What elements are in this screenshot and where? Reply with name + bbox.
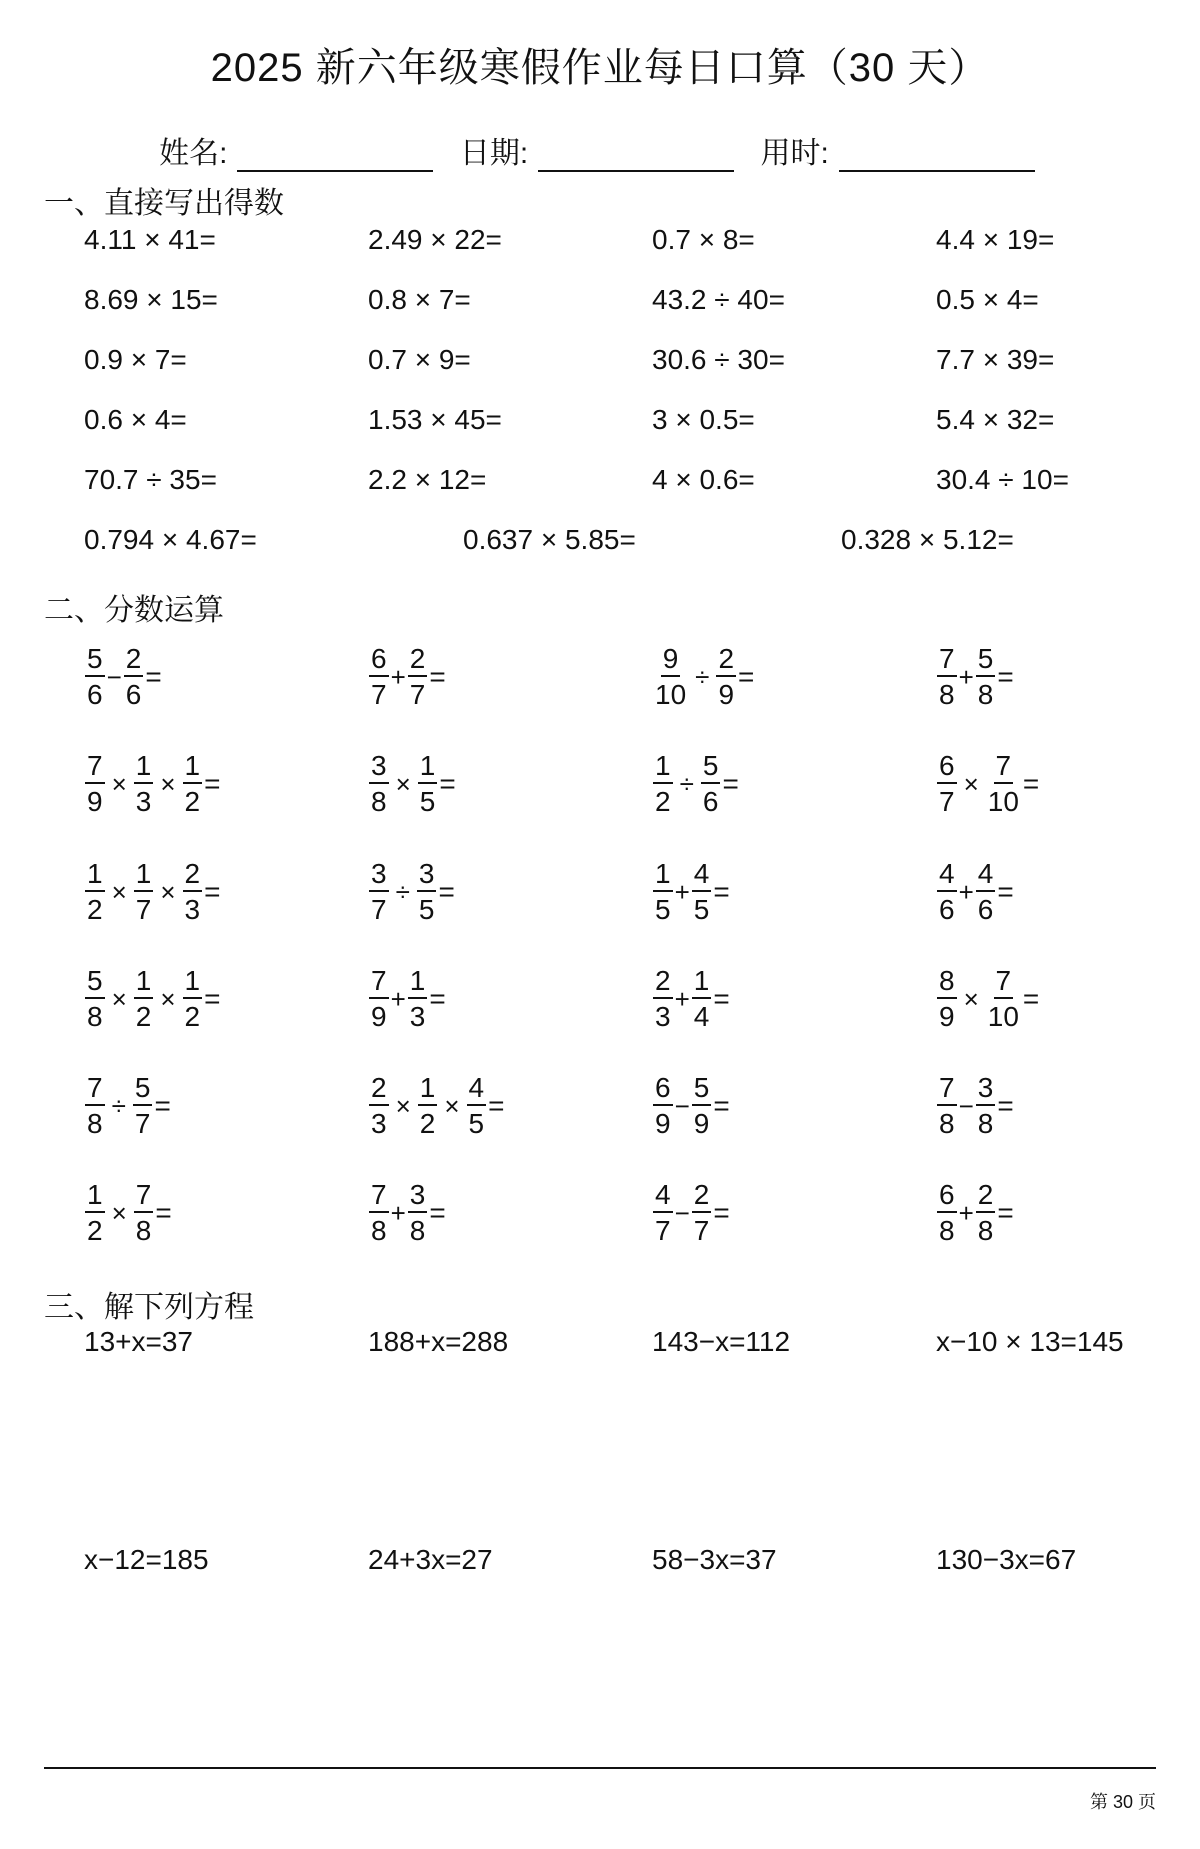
equals-sign: = [429, 983, 446, 1014]
fraction [369, 1074, 389, 1138]
numerator: 3 [976, 1074, 996, 1106]
equation-problem: x−10 × 13=145 [936, 1326, 1124, 1357]
numerator: 8 [937, 967, 957, 999]
operator: + [958, 876, 974, 907]
numerator: 4 [692, 860, 712, 892]
mental-math-problem: 4 × 0.6= [652, 464, 755, 495]
mental-math-problem: 0.6 × 4= [84, 404, 187, 435]
numerator: 4 [653, 1181, 673, 1213]
denominator: 2 [184, 786, 201, 817]
section2-title: 二、分数运算 [44, 594, 224, 627]
fraction [85, 645, 105, 709]
footer-divider [44, 1767, 1156, 1769]
denominator: 2 [419, 1108, 436, 1139]
denominator: 8 [135, 1215, 152, 1246]
numerator: 1 [653, 752, 673, 784]
fraction [653, 1074, 673, 1138]
equals-sign: = [439, 768, 456, 799]
numerator: 1 [653, 860, 673, 892]
operator: × [963, 768, 979, 799]
fraction [937, 860, 957, 924]
fraction-problem [652, 1074, 730, 1138]
fraction-problem [652, 1181, 730, 1245]
mental-math-problem: 30.4 ÷ 10= [936, 464, 1069, 495]
numerator: 1 [418, 752, 438, 784]
fraction [369, 860, 389, 924]
fraction [976, 1074, 996, 1138]
equals-sign: = [713, 876, 730, 907]
fraction [976, 860, 996, 924]
fraction-problem [368, 1074, 504, 1138]
mental-math-problem: 43.2 ÷ 40= [652, 284, 785, 315]
fraction [653, 1181, 673, 1245]
operator: + [958, 661, 974, 692]
fraction-problem [84, 860, 220, 924]
operator: × [111, 876, 127, 907]
operator: + [390, 983, 406, 1014]
fraction [85, 967, 105, 1031]
equation-problem: x−12=185 [84, 1544, 209, 1575]
fraction [692, 1181, 712, 1245]
fraction [937, 1074, 957, 1138]
fraction [369, 752, 389, 816]
mental-math-problem: 5.4 × 32= [936, 404, 1055, 435]
numerator: 7 [134, 1181, 154, 1213]
fraction [418, 1074, 438, 1138]
numerator: 3 [417, 860, 437, 892]
operator: × [160, 876, 176, 907]
denominator: 2 [87, 894, 103, 925]
denominator: 4 [693, 1001, 710, 1032]
numerator: 5 [85, 967, 105, 999]
fraction [134, 860, 154, 924]
mental-math-problem: 8.69 × 15= [84, 284, 218, 315]
numerator: 7 [85, 1074, 105, 1106]
numerator: 1 [408, 967, 428, 999]
fraction [467, 1074, 487, 1138]
fraction [418, 752, 438, 816]
fraction [85, 1181, 105, 1245]
denominator: 8 [87, 1108, 103, 1139]
numerator: 5 [85, 645, 105, 677]
equals-sign: = [713, 983, 730, 1014]
mental-math-problem: 0.8 × 7= [368, 284, 471, 315]
operator: − [106, 661, 122, 692]
fraction [986, 752, 1021, 816]
numerator: 6 [653, 1074, 673, 1106]
fraction [692, 967, 712, 1031]
denominator: 5 [655, 894, 671, 925]
denominator: 6 [939, 894, 955, 925]
equals-sign: = [997, 1090, 1014, 1121]
fraction [134, 752, 154, 816]
operator: × [160, 983, 176, 1014]
name-field[interactable] [159, 128, 439, 172]
equation-problem: 24+3x=27 [368, 1544, 493, 1575]
name-blank[interactable] [237, 140, 433, 172]
fraction-problem [936, 967, 1039, 1031]
denominator: 10 [987, 786, 1019, 817]
numerator: 7 [369, 1181, 389, 1213]
fraction-problem [652, 752, 739, 816]
mental-math-problem: 70.7 ÷ 35= [84, 464, 217, 495]
fraction-problem [936, 860, 1014, 924]
denominator: 5 [468, 1108, 485, 1139]
numerator: 2 [369, 1074, 389, 1106]
fraction [124, 645, 144, 709]
fraction-problem [652, 860, 730, 924]
fraction [701, 752, 721, 816]
denominator: 9 [87, 786, 103, 817]
equals-sign: = [722, 768, 739, 799]
denominator: 5 [419, 786, 436, 817]
denominator: 5 [418, 894, 435, 925]
fraction [408, 645, 428, 709]
numerator: 5 [692, 1074, 712, 1106]
denominator: 7 [939, 786, 955, 817]
fraction [937, 752, 957, 816]
denominator: 9 [693, 1108, 710, 1139]
denominator: 2 [655, 786, 671, 817]
fraction-problem [368, 860, 455, 924]
denominator: 9 [939, 1001, 955, 1032]
denominator: 8 [977, 679, 994, 710]
numerator: 7 [937, 645, 957, 677]
denominator: 3 [371, 1108, 387, 1139]
equals-sign: = [204, 768, 221, 799]
operator: ÷ [395, 876, 410, 907]
denominator: 7 [409, 679, 426, 710]
numerator: 6 [937, 752, 957, 784]
fraction [692, 1074, 712, 1138]
fraction-problem [368, 645, 446, 709]
numerator: 5 [976, 645, 996, 677]
fraction [85, 752, 105, 816]
mental-math-problem: 4.11 × 41= [84, 224, 216, 255]
numerator: 3 [408, 1181, 428, 1213]
numerator: 1 [183, 752, 203, 784]
mental-math-problem: 0.637 × 5.85= [463, 524, 636, 555]
fraction [653, 752, 673, 816]
denominator: 6 [125, 679, 142, 710]
equals-sign: = [713, 1197, 730, 1228]
equals-sign: = [204, 876, 221, 907]
numerator: 1 [134, 752, 154, 784]
numerator: 3 [369, 860, 389, 892]
denominator: 6 [87, 679, 103, 710]
numerator: 7 [85, 752, 105, 784]
fraction [417, 860, 437, 924]
fraction [183, 752, 203, 816]
operator: ÷ [679, 768, 694, 799]
denominator: 9 [718, 679, 735, 710]
mental-math-problem: 0.794 × 4.67= [84, 524, 257, 555]
numerator: 4 [467, 1074, 487, 1106]
operator: ÷ [695, 661, 710, 692]
equals-sign: = [713, 1090, 730, 1121]
numerator: 2 [692, 1181, 712, 1213]
fraction [692, 860, 712, 924]
fraction-problem [84, 645, 162, 709]
denominator: 7 [655, 1215, 671, 1246]
fraction [134, 1181, 154, 1245]
denominator: 8 [371, 1215, 387, 1246]
numerator: 2 [716, 645, 736, 677]
mental-math-problem: 30.6 ÷ 30= [652, 344, 785, 375]
fraction-problem [368, 752, 456, 816]
operator: + [958, 1197, 974, 1228]
denominator: 10 [655, 679, 687, 710]
denominator: 10 [987, 1001, 1019, 1032]
operator: − [674, 1090, 690, 1121]
numerator: 1 [85, 1181, 105, 1213]
denominator: 8 [371, 786, 387, 817]
numerator: 1 [692, 967, 712, 999]
date-field[interactable] [460, 128, 740, 172]
fraction [183, 967, 203, 1031]
equation-problem: 143−x=112 [652, 1326, 791, 1357]
date-blank[interactable] [538, 140, 734, 172]
fraction-problem [84, 752, 220, 816]
numerator: 7 [994, 967, 1014, 999]
mental-math-problem: 0.328 × 5.12= [841, 524, 1014, 555]
denominator: 7 [135, 894, 152, 925]
fraction [976, 1181, 996, 1245]
denominator: 7 [134, 1108, 151, 1139]
fraction-problem [84, 1074, 171, 1138]
numerator: 1 [418, 1074, 438, 1106]
numerator: 7 [937, 1074, 957, 1106]
mental-math-problem: 0.7 × 8= [652, 224, 755, 255]
equals-sign: = [155, 1197, 172, 1228]
fraction [976, 645, 996, 709]
numerator: 1 [183, 967, 203, 999]
operator: + [390, 661, 406, 692]
student-info-row [0, 128, 1200, 172]
numerator: 7 [369, 967, 389, 999]
denominator: 8 [977, 1215, 994, 1246]
numerator: 4 [937, 860, 957, 892]
mental-math-problem: 3 × 0.5= [652, 404, 755, 435]
equation-problem: 130−3x=67 [936, 1544, 1077, 1575]
denominator: 7 [693, 1215, 710, 1246]
mental-math-problem: 4.4 × 19= [936, 224, 1055, 255]
equation-problem: 13+x=37 [84, 1326, 193, 1357]
page-title: 2025 新六年级寒假作业每日口算（30 天） [210, 46, 990, 90]
numerator: 2 [408, 645, 428, 677]
time-blank[interactable] [839, 140, 1035, 172]
name-label: 姓名: [159, 137, 228, 170]
equals-sign: = [738, 661, 755, 692]
operator: × [444, 1090, 460, 1121]
denominator: 2 [135, 1001, 152, 1032]
operator: × [111, 983, 127, 1014]
time-field[interactable] [761, 128, 1041, 172]
equals-sign: = [1022, 768, 1040, 799]
numerator: 9 [661, 645, 681, 677]
operator: − [674, 1197, 690, 1228]
numerator: 2 [976, 1181, 996, 1213]
mental-math-problem: 0.9 × 7= [84, 344, 187, 375]
equals-sign: = [997, 661, 1014, 692]
fraction [369, 645, 389, 709]
equals-sign: = [997, 876, 1014, 907]
denominator: 9 [371, 1001, 387, 1032]
mental-math-problem: 1.53 × 45= [368, 404, 502, 435]
operator: × [111, 1197, 127, 1228]
numerator: 5 [701, 752, 721, 784]
equation-problem: 58−3x=37 [652, 1544, 777, 1575]
fraction [408, 1181, 428, 1245]
denominator: 2 [184, 1001, 201, 1032]
fraction-problem [936, 1181, 1014, 1245]
fraction-problem [652, 645, 754, 709]
fraction-problem [652, 967, 730, 1031]
fraction-problem [368, 1181, 446, 1245]
fraction [937, 967, 957, 1031]
equals-sign: = [429, 661, 446, 692]
fraction [653, 967, 673, 1031]
fraction [369, 1181, 389, 1245]
section3-title: 三、解下列方程 [44, 1291, 254, 1324]
denominator: 5 [693, 894, 710, 925]
numerator: 1 [134, 860, 154, 892]
operator: + [674, 876, 690, 907]
mental-math-problem: 7.7 × 39= [936, 344, 1055, 375]
denominator: 7 [371, 894, 387, 925]
fraction [716, 645, 736, 709]
numerator: 4 [976, 860, 996, 892]
operator: × [395, 768, 411, 799]
numerator: 6 [369, 645, 389, 677]
numerator: 6 [937, 1181, 957, 1213]
denominator: 3 [655, 1001, 671, 1032]
fraction-problem [936, 1074, 1014, 1138]
numerator: 1 [85, 860, 105, 892]
mental-math-problem: 0.7 × 9= [368, 344, 471, 375]
equals-sign: = [154, 1090, 171, 1121]
denominator: 8 [939, 1215, 955, 1246]
mental-math-problem: 2.2 × 12= [368, 464, 487, 495]
fraction [937, 1181, 957, 1245]
equation-problem: 188+x=288 [368, 1326, 509, 1357]
section1-title: 一、直接写出得数 [44, 187, 284, 220]
equals-sign: = [488, 1090, 505, 1121]
denominator: 3 [184, 894, 201, 925]
fraction [85, 860, 105, 924]
fraction-problem [368, 967, 446, 1031]
operator: × [111, 768, 127, 799]
denominator: 8 [939, 1108, 955, 1139]
mental-math-problem: 0.5 × 4= [936, 284, 1039, 315]
fraction-problem [936, 752, 1039, 816]
numerator: 2 [653, 967, 673, 999]
denominator: 8 [87, 1001, 103, 1032]
equals-sign: = [997, 1197, 1014, 1228]
fraction [133, 1074, 153, 1138]
denominator: 8 [939, 679, 955, 710]
fraction [937, 645, 957, 709]
numerator: 5 [133, 1074, 153, 1106]
operator: + [674, 983, 690, 1014]
numerator: 1 [134, 967, 154, 999]
denominator: 3 [409, 1001, 426, 1032]
denominator: 9 [655, 1108, 671, 1139]
denominator: 8 [977, 1108, 994, 1139]
date-label: 日期: [459, 137, 529, 170]
denominator: 6 [977, 894, 994, 925]
fraction-problem [936, 645, 1014, 709]
operator: × [395, 1090, 411, 1121]
equals-sign: = [1022, 983, 1040, 1014]
equals-sign: = [145, 661, 162, 692]
equals-sign: = [438, 876, 455, 907]
fraction [653, 860, 673, 924]
operator: − [958, 1090, 974, 1121]
denominator: 3 [135, 786, 152, 817]
numerator: 2 [183, 860, 203, 892]
numerator: 3 [369, 752, 389, 784]
fraction [408, 967, 428, 1031]
fraction-problem [84, 967, 220, 1031]
fraction [183, 860, 203, 924]
page-number: 第 30 页 [1089, 1792, 1156, 1812]
equals-sign: = [429, 1197, 446, 1228]
numerator: 7 [994, 752, 1014, 784]
denominator: 6 [702, 786, 719, 817]
fraction [85, 1074, 105, 1138]
operator: × [160, 768, 176, 799]
denominator: 7 [371, 679, 387, 710]
operator: ÷ [111, 1090, 126, 1121]
fraction [134, 967, 154, 1031]
mental-math-problem: 2.49 × 22= [368, 224, 502, 255]
denominator: 2 [87, 1215, 103, 1246]
time-label: 用时: [760, 137, 829, 170]
operator: + [390, 1197, 406, 1228]
fraction [986, 967, 1021, 1031]
denominator: 8 [409, 1215, 426, 1246]
fraction-problem [84, 1181, 172, 1245]
equals-sign: = [204, 983, 221, 1014]
numerator: 2 [124, 645, 144, 677]
fraction [653, 645, 688, 709]
fraction [369, 967, 389, 1031]
operator: × [963, 983, 979, 1014]
